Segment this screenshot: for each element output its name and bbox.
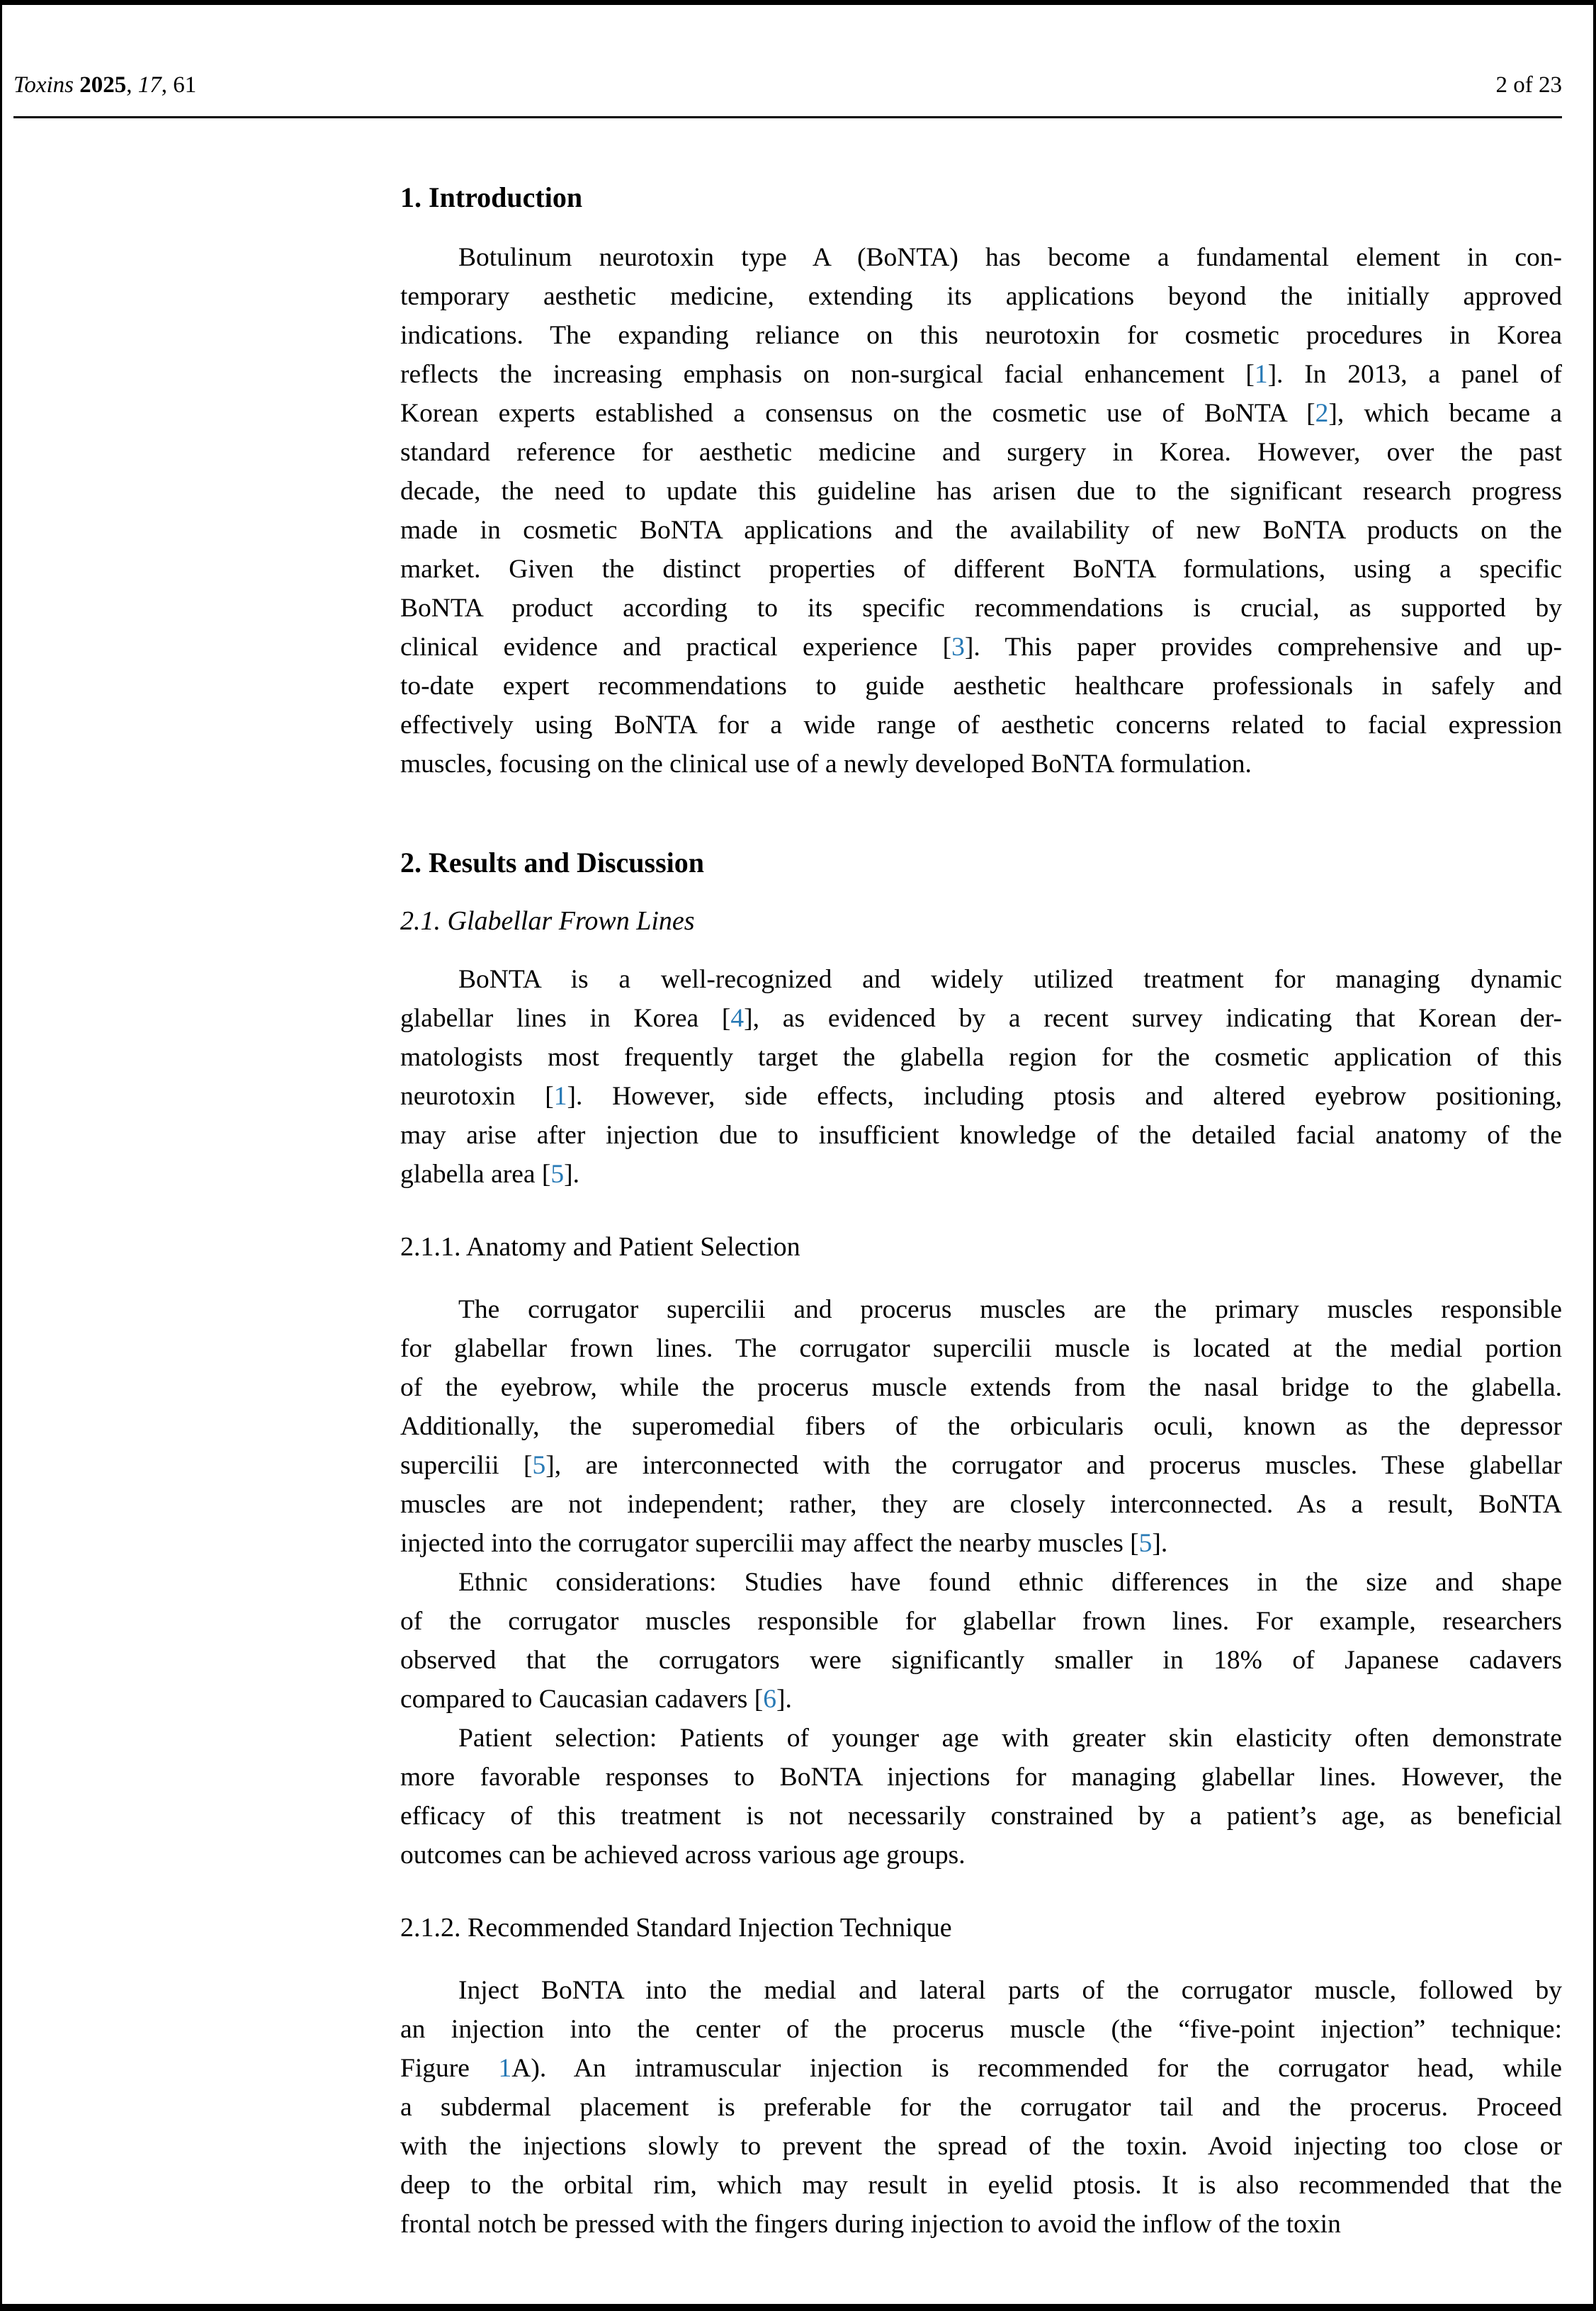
paragraph-line: with the injections slowly to prevent the spread of the toxin. Avoid injecting too close or <box>400 2132 1562 2161</box>
paragraph-line: neurotoxin [1]. However, side effects, including ptosis and altered eyebrow positioning, <box>400 1082 1562 1111</box>
paragraph-line: supercilii [5], are interconnected with the corrugator and procerus muscles. These glabellar <box>400 1451 1562 1480</box>
paragraph-line: Korean experts established a consensus on the cosmetic use of BoNTA [2], which became a <box>400 399 1562 428</box>
paragraph-line: matologists most frequently target the glabella region for the cosmetic application of this <box>400 1043 1562 1072</box>
paragraph-line: observed that the corrugators were significantly smaller in 18% of Japanese cadavers <box>400 1646 1562 1675</box>
paragraph-line: may arise after injection due to insufficient knowledge of the detailed facial anatomy of the <box>400 1121 1562 1150</box>
citation-link[interactable]: 5 <box>550 1160 565 1189</box>
paragraph-line: BoNTA product according to its specific recommendations is crucial, as supported by <box>400 594 1562 623</box>
paragraph <box>400 960 1562 1194</box>
journal-reference-part: 2025 <box>79 72 127 98</box>
page-header <box>13 71 1562 99</box>
citation-link[interactable]: 1 <box>498 2054 512 2083</box>
paragraph-line: compared to Caucasian cadavers [6]. <box>400 1685 792 1714</box>
paragraph <box>400 1563 1562 1719</box>
paragraph-line: of the corrugator muscles responsible for glabellar frown lines. For example, researchers <box>400 1607 1562 1636</box>
header-rule <box>13 116 1562 118</box>
citation-link[interactable]: 1 <box>553 1082 567 1111</box>
paragraph-line: clinical evidence and practical experience [3]. This paper provides comprehensive and up- <box>400 633 1562 662</box>
paragraph-line: outcomes can be achieved across various age groups. <box>400 1841 966 1870</box>
journal-reference-part: , <box>126 72 138 98</box>
journal-reference-part: 17 <box>137 72 162 98</box>
citation-link[interactable]: 5 <box>532 1451 546 1480</box>
paragraph-line: glabella area [5]. <box>400 1160 579 1189</box>
paragraph-line: standard reference for aesthetic medicine and surgery in Korea. However, over the past <box>400 438 1562 467</box>
paragraph-line: temporary aesthetic medicine, extending its applications beyond the initially approved <box>400 282 1562 311</box>
citation-link[interactable]: 2 <box>1315 399 1329 428</box>
page-content <box>13 71 1562 2244</box>
paragraph <box>400 1971 1562 2244</box>
paragraph-line: injected into the corrugator supercilii may affect the nearby muscles [5]. <box>400 1529 1168 1558</box>
paragraph-line: an injection into the center of the procerus muscle (the “five-point injection” technique: <box>400 2015 1562 2044</box>
paragraph-line: Figure 1A). An intramuscular injection is recommended for the corrugator head, while <box>400 2054 1562 2083</box>
paragraph-line: Additionally, the superomedial fibers of the orbicularis oculi, known as the depressor <box>400 1412 1562 1441</box>
paragraph-line: market. Given the distinct properties of different BoNTA formulations, using a specific <box>400 555 1562 584</box>
paragraph-line: decade, the need to update this guideline has arisen due to the significant research progress <box>400 477 1562 506</box>
paragraph-line: efficacy of this treatment is not necessarily constrained by a patient’s age, as beneficial <box>400 1802 1562 1831</box>
paragraph <box>400 1719 1562 1875</box>
journal-reference-part: Toxins <box>13 72 80 98</box>
paragraph-line: a subdermal placement is preferable for the corrugator tail and the procerus. Proceed <box>400 2093 1562 2122</box>
paragraph-line: to-date expert recommendations to guide aesthetic healthcare professionals in safely and <box>400 672 1562 701</box>
paragraph-line: deep to the orbital rim, which may result in eyelid ptosis. It is also recommended that the <box>400 2171 1562 2200</box>
citation-link[interactable]: 5 <box>1138 1529 1153 1558</box>
paragraph-line: Ethnic considerations: Studies have found ethnic differences in the size and shape <box>458 1568 1562 1597</box>
citation-link[interactable]: 4 <box>730 1004 745 1033</box>
paragraph-line: for glabellar frown lines. The corrugator supercilii muscle is located at the medial portion <box>400 1334 1562 1363</box>
citation-link[interactable]: 3 <box>951 633 965 662</box>
page-number-indicator: 2 of 23 <box>1495 72 1562 98</box>
paragraph-line: Inject BoNTA into the medial and lateral parts of the corrugator muscle, followed by <box>458 1976 1562 2005</box>
paragraph <box>400 1290 1562 1563</box>
section-heading: 2.1. Glabellar Frown Lines <box>400 906 695 936</box>
paragraph-line: effectively using BoNTA for a wide range of aesthetic concerns related to facial expression <box>400 711 1562 740</box>
paragraph-line: BoNTA is a well-recognized and widely utilized treatment for managing dynamic <box>458 965 1562 994</box>
journal-reference-part: , 61 <box>161 72 197 98</box>
paragraph-line: more favorable responses to BoNTA injections for managing glabellar lines. However, the <box>400 1763 1562 1792</box>
paragraph-line: The corrugator supercilii and procerus muscles are the primary muscles responsible <box>458 1295 1562 1324</box>
paragraph-line: frontal notch be pressed with the fingers during injection to avoid the inflow of the toxin <box>400 2210 1341 2239</box>
article-body <box>400 181 1562 2244</box>
citation-link[interactable]: 6 <box>763 1685 777 1714</box>
section-heading: 2.1.2. Recommended Standard Injection Technique <box>400 1913 952 1943</box>
section-heading: 2. Results and Discussion <box>400 847 705 878</box>
paragraph-line: muscles, focusing on the clinical use of a newly developed BoNTA formulation. <box>400 750 1252 779</box>
paragraph-line: reflects the increasing emphasis on non-surgical facial enhancement [1]. In 2013, a panel of <box>400 360 1562 389</box>
journal-reference <box>13 71 196 99</box>
paragraph-line: Patient selection: Patients of younger age with greater skin elasticity often demonstrate <box>458 1724 1562 1753</box>
paragraph-line: glabellar lines in Korea [4], as evidenced by a recent survey indicating that Korean der- <box>400 1004 1562 1033</box>
paragraph <box>400 238 1562 784</box>
paragraph-line: Botulinum neurotoxin type A (BoNTA) has become a fundamental element in con- <box>458 243 1562 272</box>
paragraph-line: indications. The expanding reliance on this neurotoxin for cosmetic procedures in Korea <box>400 321 1562 350</box>
section-heading: 1. Introduction <box>400 181 583 213</box>
citation-link[interactable]: 1 <box>1254 360 1268 389</box>
section-heading: 2.1.1. Anatomy and Patient Selection <box>400 1232 800 1262</box>
paragraph-line: of the eyebrow, while the procerus muscle extends from the nasal bridge to the glabella. <box>400 1373 1562 1402</box>
paragraph-line: muscles are not independent; rather, they are closely interconnected. As a result, BoNTA <box>400 1490 1562 1519</box>
paragraph-line: made in cosmetic BoNTA applications and the availability of new BoNTA products on the <box>400 516 1562 545</box>
